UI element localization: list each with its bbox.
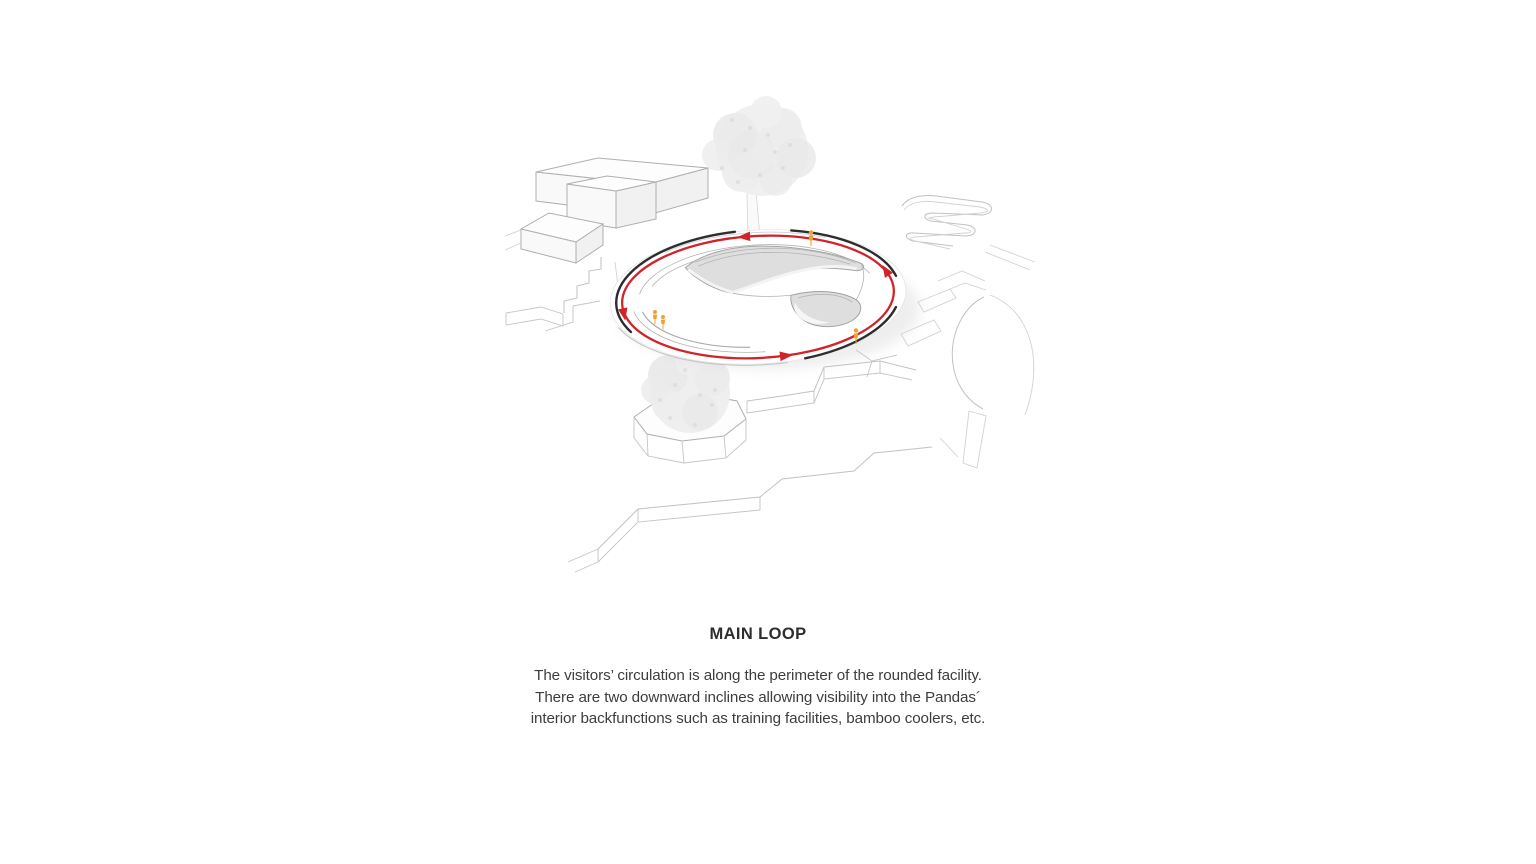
- retaining-wall: [545, 301, 600, 331]
- description-line-2: There are two downward inclines allowing visibility into the Pandas´: [535, 688, 981, 706]
- diagram-title: MAIN LOOP: [709, 625, 807, 643]
- house-detail-lines: [505, 230, 521, 250]
- tree-canopy: [702, 96, 816, 196]
- switchback-path: [902, 195, 1035, 270]
- description-line-3: interior backfunctions such as training facilities, bamboo coolers, etc.: [530, 710, 986, 727]
- tree-top: [702, 96, 816, 237]
- terrain-steps: [506, 257, 621, 331]
- adjacent-enclosure: [901, 271, 1034, 468]
- terrain-terraces: [568, 350, 932, 572]
- lower-wall: [506, 307, 563, 326]
- caption-block: [458, 624, 1058, 730]
- diagram-description: [458, 665, 1058, 730]
- description-line-1: The visitors’ circulation is along the perimeter of the rounded facility.: [534, 667, 982, 684]
